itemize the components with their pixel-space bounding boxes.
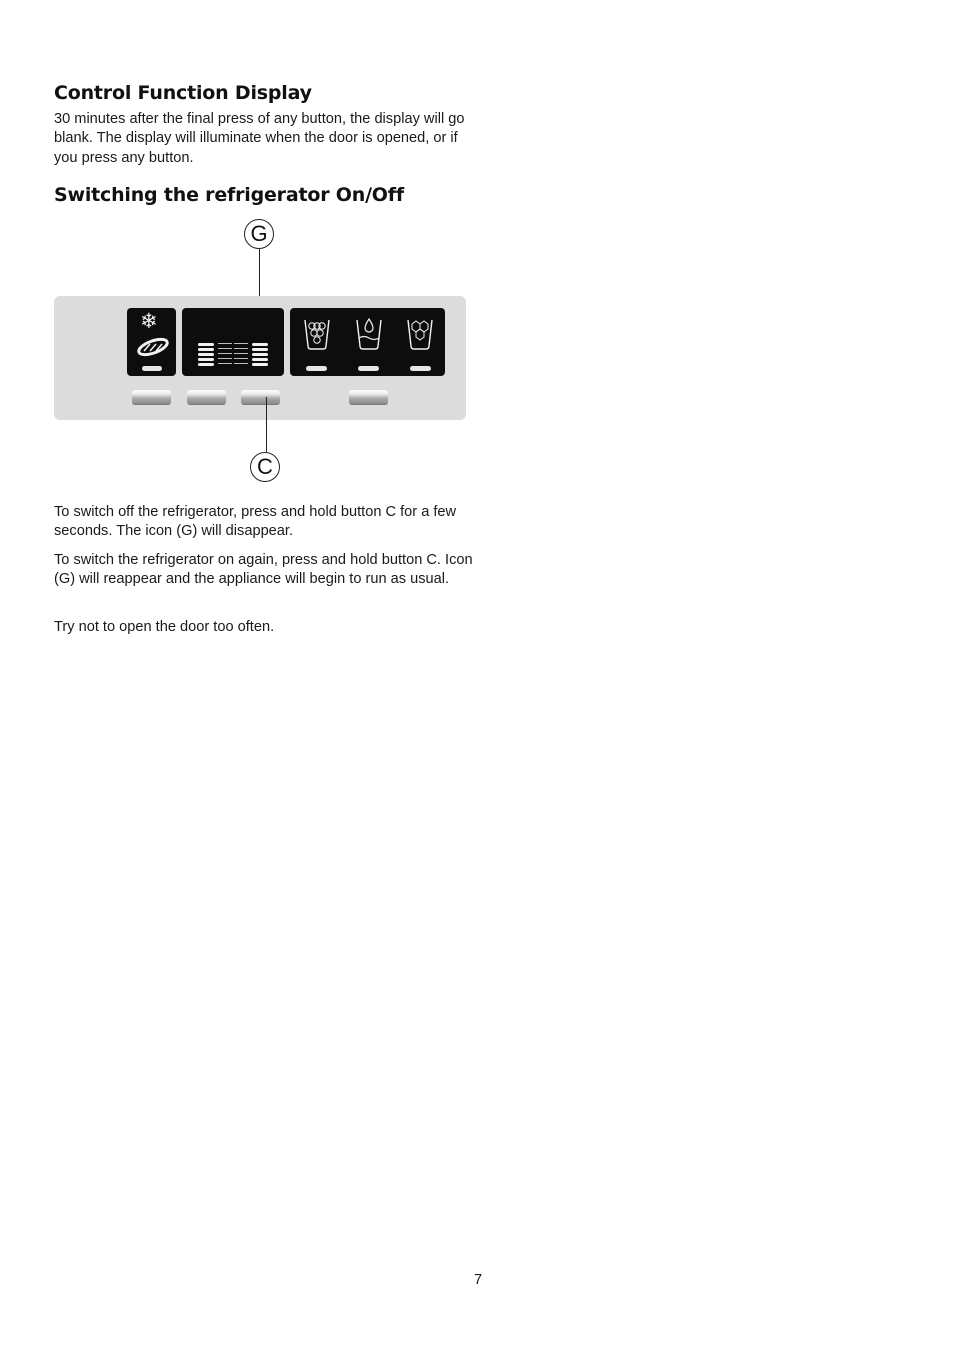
switch-on-paragraph: To switch the refrigerator on again, press and hold button C. Icon (G) will reappear and the appliance will begin to run as usual. (54, 552, 473, 588)
snowflake-icon: ❄ (140, 309, 158, 333)
water-icon (354, 316, 384, 352)
temperature-bars-icon (252, 343, 268, 368)
dispenser-select-button[interactable] (349, 390, 388, 404)
crushed-ice-icon (302, 316, 332, 352)
control-function-paragraph: 30 minutes after the final press of any button, the display will go blank. The display will illuminate when the door is opened, or if you press any button. (54, 111, 465, 166)
section-title-switching-on-off: Switching the refrigerator On/Off (54, 184, 404, 206)
temperature-scale-ticks-left (218, 343, 232, 368)
temperature-down-button[interactable] (187, 390, 226, 404)
water-indicator-led (358, 366, 379, 371)
page-number: 7 (473, 1272, 483, 1288)
crushed-ice-indicator-led (306, 366, 327, 371)
freeze-indicator-led (142, 366, 162, 371)
temperature-bars-left-icon (198, 343, 214, 368)
callout-g: G (244, 219, 274, 249)
callout-c: C (250, 452, 280, 482)
door-tip-paragraph: Try not to open the door too often. (54, 619, 275, 635)
fast-cool-icon (134, 336, 172, 358)
ice-cubes-icon (405, 316, 435, 352)
switch-off-paragraph: To switch off the refrigerator, press and hold button C for a few seconds. The icon (G) will disappear. (54, 504, 457, 540)
callout-c-leader-line (266, 397, 267, 452)
button-c-on-off[interactable] (241, 390, 280, 404)
section-title-control-function-display: Control Function Display (54, 82, 312, 104)
temperature-scale-ticks-right (234, 343, 248, 368)
ice-cubes-indicator-led (410, 366, 431, 371)
freeze-button[interactable] (132, 390, 171, 404)
